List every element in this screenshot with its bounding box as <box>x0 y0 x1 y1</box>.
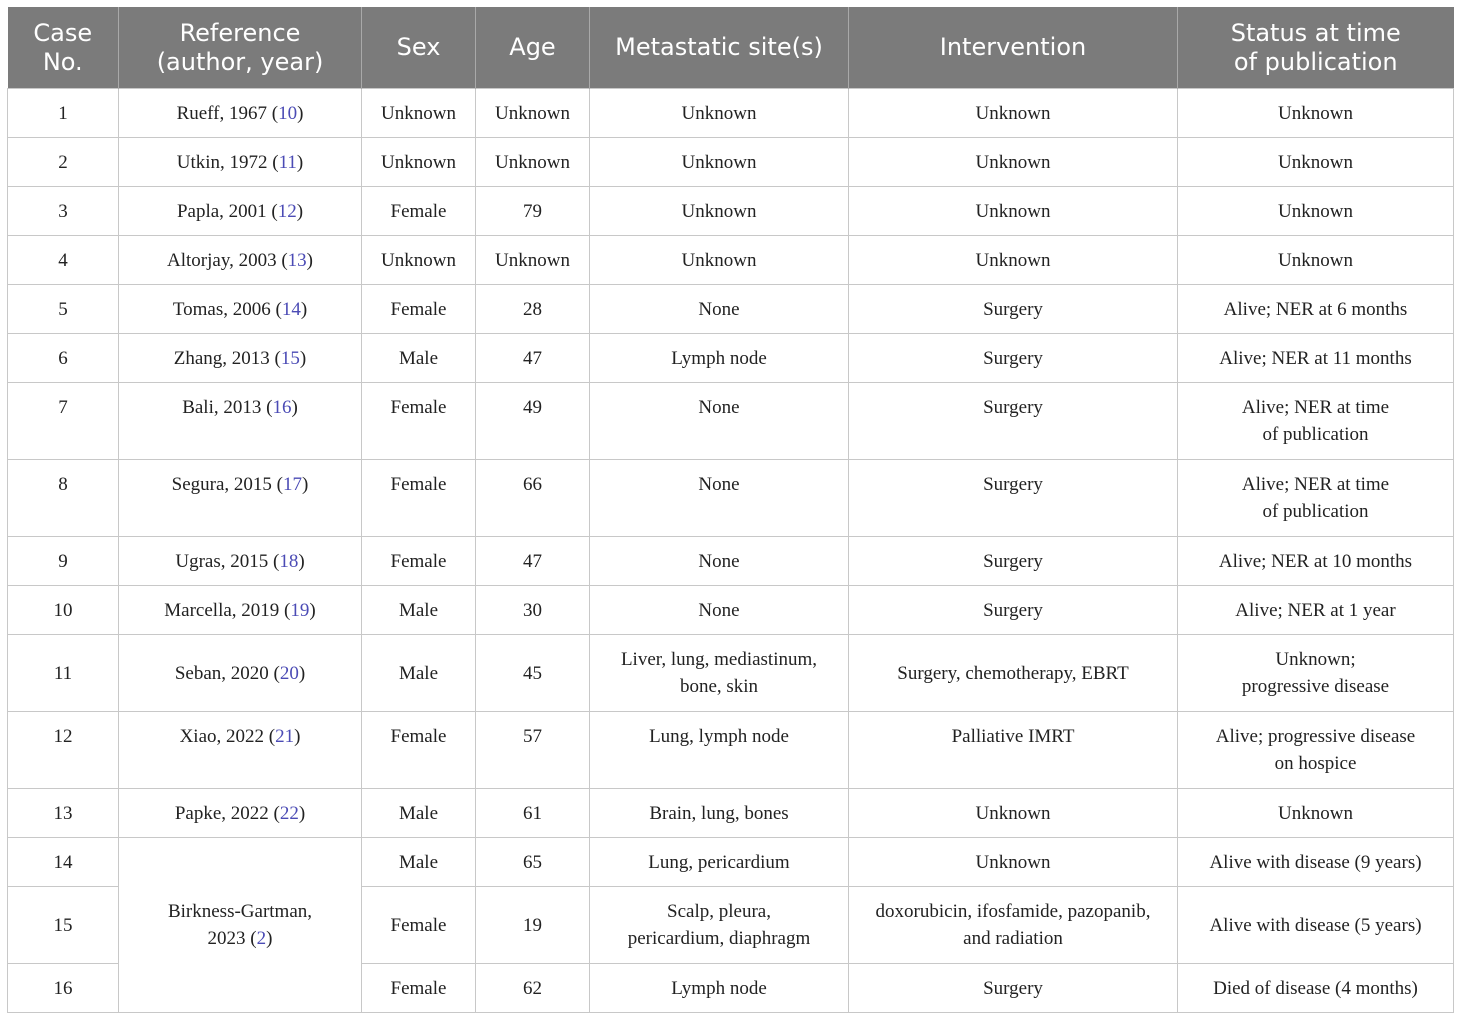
reference-close: ) <box>291 397 298 418</box>
metastatic-site-cell <box>590 712 849 789</box>
case-number-cell: 3 <box>8 187 119 236</box>
metastatic-site-cell <box>590 537 849 586</box>
reference-link[interactable]: 13 <box>287 250 307 271</box>
reference-link[interactable]: 14 <box>281 299 301 320</box>
status-cell <box>1178 537 1454 586</box>
metastatic-site-cell <box>590 887 849 964</box>
reference-link[interactable]: 17 <box>283 474 302 495</box>
column-header <box>849 7 1178 89</box>
cell-text: progressive disease <box>1241 676 1390 697</box>
reference-link[interactable]: 22 <box>279 803 299 824</box>
cell-text: None <box>698 474 740 495</box>
age-cell: 57 <box>476 712 590 789</box>
case-number-cell: 11 <box>8 635 119 712</box>
cell-text: None <box>698 600 740 621</box>
age-cell: 47 <box>476 537 590 586</box>
reference-author-year: Bali, 2013 ( <box>182 397 273 418</box>
cell-text: Case <box>33 18 93 47</box>
sex-cell: Female <box>362 712 476 789</box>
age-cell: 30 <box>476 586 590 635</box>
reference-author-year: Tomas, 2006 ( <box>172 299 282 320</box>
case-number-cell: 16 <box>8 964 119 1013</box>
reference-close: ) <box>298 803 306 824</box>
cell-text: Palliative IMRT <box>951 726 1075 747</box>
reference-link[interactable]: 19 <box>290 600 310 621</box>
reference-author-year: Zhang, 2013 ( <box>173 348 281 369</box>
metastatic-site-cell <box>590 383 849 460</box>
reference-close: ) <box>296 201 304 222</box>
metastatic-site-cell <box>590 187 849 236</box>
case-number-cell: 9 <box>8 537 119 586</box>
intervention-cell <box>849 285 1178 334</box>
reference-cell <box>119 383 362 460</box>
reference-link[interactable]: 15 <box>280 348 300 369</box>
metastatic-site-cell <box>590 586 849 635</box>
age-cell: 65 <box>476 838 590 887</box>
case-number-cell: 1 <box>8 89 119 138</box>
cell-text: Age <box>509 33 556 61</box>
intervention-cell <box>849 383 1178 460</box>
table-row <box>8 537 1454 586</box>
cell-text: Unknown <box>975 803 1051 824</box>
reference-link[interactable]: 11 <box>278 152 297 173</box>
age-cell: 45 <box>476 635 590 712</box>
cell-text: Surgery <box>983 397 1043 418</box>
reference-author-year: Rueff, 1967 ( <box>176 103 279 124</box>
reference-close: ) <box>298 551 305 572</box>
cell-text: Metastatic site(s) <box>615 33 823 61</box>
case-number-cell: 15 <box>8 887 119 964</box>
cell-text: No. <box>42 47 83 76</box>
header-row <box>8 7 1454 89</box>
cell-text: Unknown <box>681 103 757 124</box>
cell-text: None <box>698 299 740 320</box>
reference-cell <box>119 138 362 187</box>
cell-text: Alive; NER at 6 months <box>1223 299 1408 320</box>
intervention-cell <box>849 635 1178 712</box>
column-header <box>590 7 849 89</box>
sex-cell: Unknown <box>362 138 476 187</box>
table-row <box>8 789 1454 838</box>
intervention-cell <box>849 236 1178 285</box>
cell-text: Unknown <box>681 250 757 271</box>
sex-cell: Female <box>362 285 476 334</box>
cell-text: Unknown <box>975 250 1051 271</box>
reference-close: ) <box>296 152 304 173</box>
cell-text: Alive; NER at time <box>1241 474 1390 495</box>
reference-link[interactable]: 2 <box>256 928 267 949</box>
reference-year: 2023 ( <box>207 928 257 949</box>
table-row <box>8 138 1454 187</box>
cell-text: Surgery <box>983 600 1043 621</box>
metastatic-site-cell <box>590 89 849 138</box>
cell-text: Status at time <box>1230 18 1401 47</box>
cell-text: Alive with disease (9 years) <box>1209 852 1422 873</box>
case-number-cell: 8 <box>8 460 119 537</box>
reference-author-year: Papla, 2001 ( <box>176 201 278 222</box>
column-header <box>362 7 476 89</box>
status-cell <box>1178 838 1454 887</box>
cell-text: Alive; NER at 11 months <box>1219 348 1412 369</box>
sex-cell: Female <box>362 460 476 537</box>
metastatic-site-cell <box>590 285 849 334</box>
table-row <box>8 712 1454 789</box>
table-container <box>7 7 1453 1013</box>
reference-author-year: Papke, 2022 ( <box>174 803 280 824</box>
cell-text: Lung, pericardium <box>648 852 790 873</box>
table-row <box>8 460 1454 537</box>
case-number-cell: 14 <box>8 838 119 887</box>
reference-close: ) <box>299 348 307 369</box>
age-cell: 49 <box>476 383 590 460</box>
status-cell <box>1178 586 1454 635</box>
status-cell <box>1178 89 1454 138</box>
age-cell: 62 <box>476 964 590 1013</box>
cell-text: Surgery <box>983 474 1043 495</box>
intervention-cell <box>849 187 1178 236</box>
status-cell <box>1178 964 1454 1013</box>
reference-close: ) <box>298 662 306 684</box>
case-number-cell: 7 <box>8 383 119 460</box>
table-row <box>8 285 1454 334</box>
age-cell: 66 <box>476 460 590 537</box>
case-number-cell: 5 <box>8 285 119 334</box>
case-table <box>7 7 1454 1013</box>
cell-text: Unknown <box>975 201 1051 222</box>
reference-cell <box>119 236 362 285</box>
sex-cell: Female <box>362 537 476 586</box>
cell-text: Intervention <box>939 33 1087 61</box>
reference-close: ) <box>309 600 316 621</box>
cell-text: Alive with disease (5 years) <box>1209 914 1422 936</box>
age-cell: 61 <box>476 789 590 838</box>
cell-text: Died of disease (4 months) <box>1213 978 1418 999</box>
cell-text: Unknown <box>975 852 1051 873</box>
metastatic-site-cell <box>590 460 849 537</box>
cell-text: Unknown <box>1278 103 1353 124</box>
metastatic-site-cell <box>590 635 849 712</box>
reference-author-year: Altorjay, 2003 ( <box>167 250 288 271</box>
cell-text: bone, skin <box>679 676 759 697</box>
cell-text: Unknown <box>1278 152 1353 173</box>
case-number-cell: 12 <box>8 712 119 789</box>
reference-link[interactable]: 16 <box>272 397 292 418</box>
case-number-cell: 4 <box>8 236 119 285</box>
table-body <box>8 89 1454 1013</box>
cell-text: Alive; progressive disease <box>1215 726 1416 747</box>
cell-text: Unknown <box>1278 201 1353 222</box>
reference-close: ) <box>306 250 313 271</box>
cell-text: Surgery <box>983 551 1043 572</box>
cell-text: of publication <box>1233 47 1398 76</box>
status-cell <box>1178 334 1454 383</box>
cell-text: doxorubicin, ifosfamide, pazopanib, <box>875 901 1151 922</box>
age-cell: 28 <box>476 285 590 334</box>
cell-text: Scalp, pleura, <box>667 901 771 922</box>
case-number-cell: 10 <box>8 586 119 635</box>
age-cell: 19 <box>476 887 590 964</box>
status-cell <box>1178 712 1454 789</box>
cell-text: Lymph node <box>671 348 767 369</box>
cell-text: Unknown <box>1278 803 1353 824</box>
reference-cell <box>119 89 362 138</box>
sex-cell: Unknown <box>362 89 476 138</box>
cell-text: Surgery <box>983 978 1043 999</box>
table-row <box>8 383 1454 460</box>
metastatic-site-cell <box>590 334 849 383</box>
table-row <box>8 838 1454 887</box>
intervention-cell <box>849 964 1178 1013</box>
cell-text: Unknown; <box>1275 649 1356 670</box>
cell-text: None <box>698 397 740 418</box>
cell-text: Surgery <box>983 348 1043 369</box>
cell-text: Unknown <box>975 103 1051 124</box>
reference-author: Birkness-Gartman, <box>167 901 313 922</box>
cell-text: Brain, lung, bones <box>649 803 789 824</box>
table-row <box>8 334 1454 383</box>
reference-cell-merged <box>119 838 362 1013</box>
intervention-cell <box>849 789 1178 838</box>
table-row <box>8 236 1454 285</box>
cell-text: on hospice <box>1274 753 1357 774</box>
sex-cell: Female <box>362 187 476 236</box>
reference-author-year: Ugras, 2015 ( <box>175 551 280 572</box>
cell-text: Alive; NER at time <box>1241 397 1390 418</box>
status-cell <box>1178 789 1454 838</box>
sex-cell: Male <box>362 635 476 712</box>
table-row <box>8 187 1454 236</box>
reference-link[interactable]: 18 <box>279 551 299 572</box>
cell-text: Lymph node <box>671 978 767 999</box>
reference-cell <box>119 460 362 537</box>
intervention-cell <box>849 838 1178 887</box>
intervention-cell <box>849 586 1178 635</box>
cell-text: Surgery <box>983 299 1043 320</box>
cell-text: Unknown <box>681 201 757 222</box>
sex-cell: Male <box>362 789 476 838</box>
sex-cell: Unknown <box>362 236 476 285</box>
status-cell <box>1178 236 1454 285</box>
reference-cell <box>119 334 362 383</box>
cell-text: None <box>698 551 740 572</box>
reference-cell <box>119 187 362 236</box>
age-cell: Unknown <box>476 89 590 138</box>
intervention-cell <box>849 89 1178 138</box>
status-cell <box>1178 285 1454 334</box>
column-header <box>119 7 362 89</box>
reference-author-year: Xiao, 2022 ( <box>179 726 276 747</box>
cell-text: Alive; NER at 10 months <box>1218 551 1413 572</box>
cell-text: Reference <box>179 18 301 47</box>
reference-link[interactable]: 10 <box>278 103 298 124</box>
status-cell <box>1178 187 1454 236</box>
reference-close: ) <box>266 928 273 949</box>
metastatic-site-cell <box>590 964 849 1013</box>
cell-text: Sex <box>396 33 441 61</box>
case-number-cell: 6 <box>8 334 119 383</box>
cell-text: of publication <box>1262 424 1369 445</box>
reference-cell <box>119 635 362 712</box>
reference-author-year: Segura, 2015 ( <box>171 474 283 495</box>
reference-close: ) <box>294 726 301 747</box>
reference-close: ) <box>300 299 308 320</box>
cell-text: and radiation <box>963 928 1063 949</box>
sex-cell: Male <box>362 334 476 383</box>
sex-cell: Female <box>362 383 476 460</box>
status-cell <box>1178 383 1454 460</box>
metastatic-site-cell <box>590 138 849 187</box>
reference-close: ) <box>297 103 304 124</box>
intervention-cell <box>849 712 1178 789</box>
metastatic-site-cell <box>590 236 849 285</box>
age-cell: Unknown <box>476 236 590 285</box>
case-number-cell: 2 <box>8 138 119 187</box>
column-header <box>8 7 119 89</box>
status-cell <box>1178 460 1454 537</box>
column-header <box>476 7 590 89</box>
reference-author-year: Utkin, 1972 ( <box>176 152 279 173</box>
intervention-cell <box>849 537 1178 586</box>
intervention-cell <box>849 334 1178 383</box>
sex-cell: Female <box>362 887 476 964</box>
reference-link[interactable]: 20 <box>279 662 299 684</box>
intervention-cell <box>849 887 1178 964</box>
reference-link[interactable]: 21 <box>275 726 295 747</box>
intervention-cell <box>849 460 1178 537</box>
reference-cell <box>119 586 362 635</box>
table-row <box>8 586 1454 635</box>
reference-author-year: Marcella, 2019 ( <box>164 600 291 621</box>
reference-author-year: Seban, 2020 ( <box>174 662 280 684</box>
age-cell: 79 <box>476 187 590 236</box>
cell-text: Lung, lymph node <box>649 726 789 747</box>
status-cell <box>1178 887 1454 964</box>
reference-link[interactable]: 12 <box>277 201 297 222</box>
status-cell <box>1178 635 1454 712</box>
sex-cell: Male <box>362 586 476 635</box>
sex-cell: Male <box>362 838 476 887</box>
cell-text: Surgery, chemotherapy, EBRT <box>897 662 1129 684</box>
cell-text: of publication <box>1262 501 1369 522</box>
cell-text: pericardium, diaphragm <box>627 928 811 949</box>
cell-text: Alive; NER at 1 year <box>1235 600 1396 621</box>
table-row <box>8 635 1454 712</box>
reference-close: ) <box>302 474 309 495</box>
status-cell <box>1178 138 1454 187</box>
table-row <box>8 89 1454 138</box>
cell-text: Unknown <box>1278 250 1353 271</box>
intervention-cell <box>849 138 1178 187</box>
cell-text: (author, year) <box>156 47 324 76</box>
column-header <box>1178 7 1454 89</box>
reference-cell <box>119 789 362 838</box>
metastatic-site-cell <box>590 838 849 887</box>
age-cell: 47 <box>476 334 590 383</box>
metastatic-site-cell <box>590 789 849 838</box>
reference-cell <box>119 285 362 334</box>
cell-text: Unknown <box>681 152 757 173</box>
sex-cell: Female <box>362 964 476 1013</box>
reference-cell <box>119 712 362 789</box>
age-cell: Unknown <box>476 138 590 187</box>
reference-cell <box>119 537 362 586</box>
cell-text: Unknown <box>975 152 1051 173</box>
cell-text: Liver, lung, mediastinum, <box>620 649 818 670</box>
case-number-cell: 13 <box>8 789 119 838</box>
